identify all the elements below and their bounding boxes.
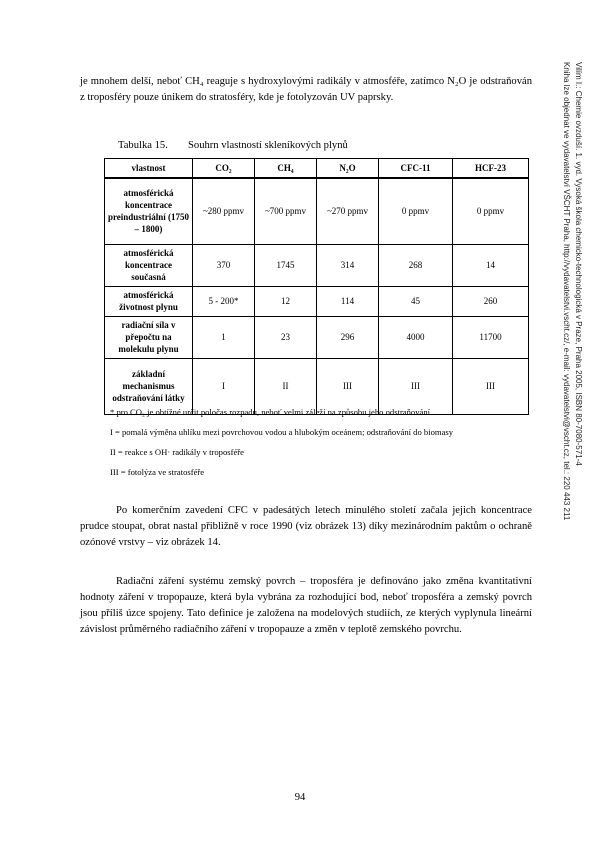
table-cell: 11700 [453,316,529,358]
table-cell: II [255,358,317,414]
column-header: CO₂ [193,159,255,179]
table-caption-title: Souhrn vlastností skleníkových plynů [188,140,348,151]
column-header: N₂O [317,159,379,179]
table-cell: 370 [193,244,255,286]
table-cell: 5 - 200* [193,286,255,316]
table-legend-item: I = pomalá výměna uhlíku mezi povrchovou vodou a hlubokým oceánem; odstraňování do biomasy [110,427,454,437]
column-header: CFC-11 [379,159,453,179]
table-cell: ~280 ppmv [193,178,255,244]
table-cell: 45 [379,286,453,316]
table-cell: 12 [255,286,317,316]
table-caption [118,140,348,151]
table-cell: 1745 [255,244,317,286]
citation-line: Vilím I.: Chemie ovzduší. 1. vyd. Vysoká škola chemicko-technologická v Praze, Praha 2005, ISBN 80-7080-571-4 [574,62,583,466]
table-cell: ~700 ppmv [255,178,317,244]
table-row [105,244,529,286]
table-header-row [105,159,529,179]
table-cell: 1 [193,316,255,358]
table-cell: 314 [317,244,379,286]
table-cell: 268 [379,244,453,286]
table-cell: III [379,358,453,414]
paragraph-radiative-forcing [80,574,532,638]
row-label: základní mechanismus odstraňování látky [105,358,193,414]
table-cell: 296 [317,316,379,358]
table-row [105,178,529,244]
page-number: 94 [294,792,306,803]
row-label: atmosférická životnost plynu [105,286,193,316]
table-cell: III [317,358,379,414]
table-cell: 0 ppmv [379,178,453,244]
table-cell: I [193,358,255,414]
table-legend-item: III = fotolýza ve stratosféře [110,467,205,477]
column-header: HCF-23 [453,159,529,179]
table-cell: 260 [453,286,529,316]
column-header: vlastnost [105,159,193,179]
greenhouse-gas-properties-table [104,158,529,415]
row-label: radiační síla v přepočtu na molekulu plynu [105,316,193,358]
paragraph-cfc [80,503,532,551]
table-cell: 14 [453,244,529,286]
column-header: CH₄ [255,159,317,179]
citation-line: Kniha lze objednat ve vydavatelství VŠCHT Praha, http://vydavatelstvi.vscht.cz/, e-mail: vydavatelstvi@vscht.cz, tel.: 220 443 211 [562,62,571,521]
table-cell: ~270 ppmv [317,178,379,244]
table-cell: 0 ppmv [453,178,529,244]
paragraph-continuation [80,74,532,106]
paragraph-text: Radiační záření systému zemský povrch – troposféra je definováno jako změna kvantitativní hodnoty záření v tropopauze, která byla vybrána za rozhodující bod, neboť troposféra a zemský povrch jsou příliš úzce spojeny. Tato definice je založena na modelových studiích, ze kterých vyplynula lineární závislost průměrného radiačního záření v tropopauze a změn v teplotě zemského povrchu. [80,576,532,635]
paragraph-text: Po komerčním zavedení CFC v padesátých letech minulého století začala jejich koncentrace prudce stoupat, obrat nastal přibližně v roce 1990 (viz obrázek 13) díky mezinárodním paktům o ochraně ozónové vrstvy – viz obrázek 14. [80,505,532,548]
table-cell: 4000 [379,316,453,358]
paragraph-text: je mnohem delší, neboť CH₄ reaguje s hydroxylovými radikály v atmosféře, zatímco N₂O je odstraňován z troposféry pouze únikem do stratosféry, kde je fotolyzován UV paprsky. [80,76,532,103]
table-cell: III [453,358,529,414]
table-row [105,316,529,358]
table-row [105,286,529,316]
vertical-citation-margin [560,62,584,582]
table-notes [110,405,453,485]
table-cell: 114 [317,286,379,316]
table-footnote: * pro CO₂ je obtížné určit poločas rozpadu, neboť velmi záleží na způsobu jeho odstraňování [110,407,431,417]
table-caption-label: Tabulka 15. [118,140,168,151]
table-cell: 23 [255,316,317,358]
table-legend-item: II = reakce s OH· radikály v troposféře [110,447,244,457]
row-label: atmosférická koncentrace preindustriální (1750 – 1800) [105,178,193,244]
row-label: atmosférická koncentrace současná [105,244,193,286]
